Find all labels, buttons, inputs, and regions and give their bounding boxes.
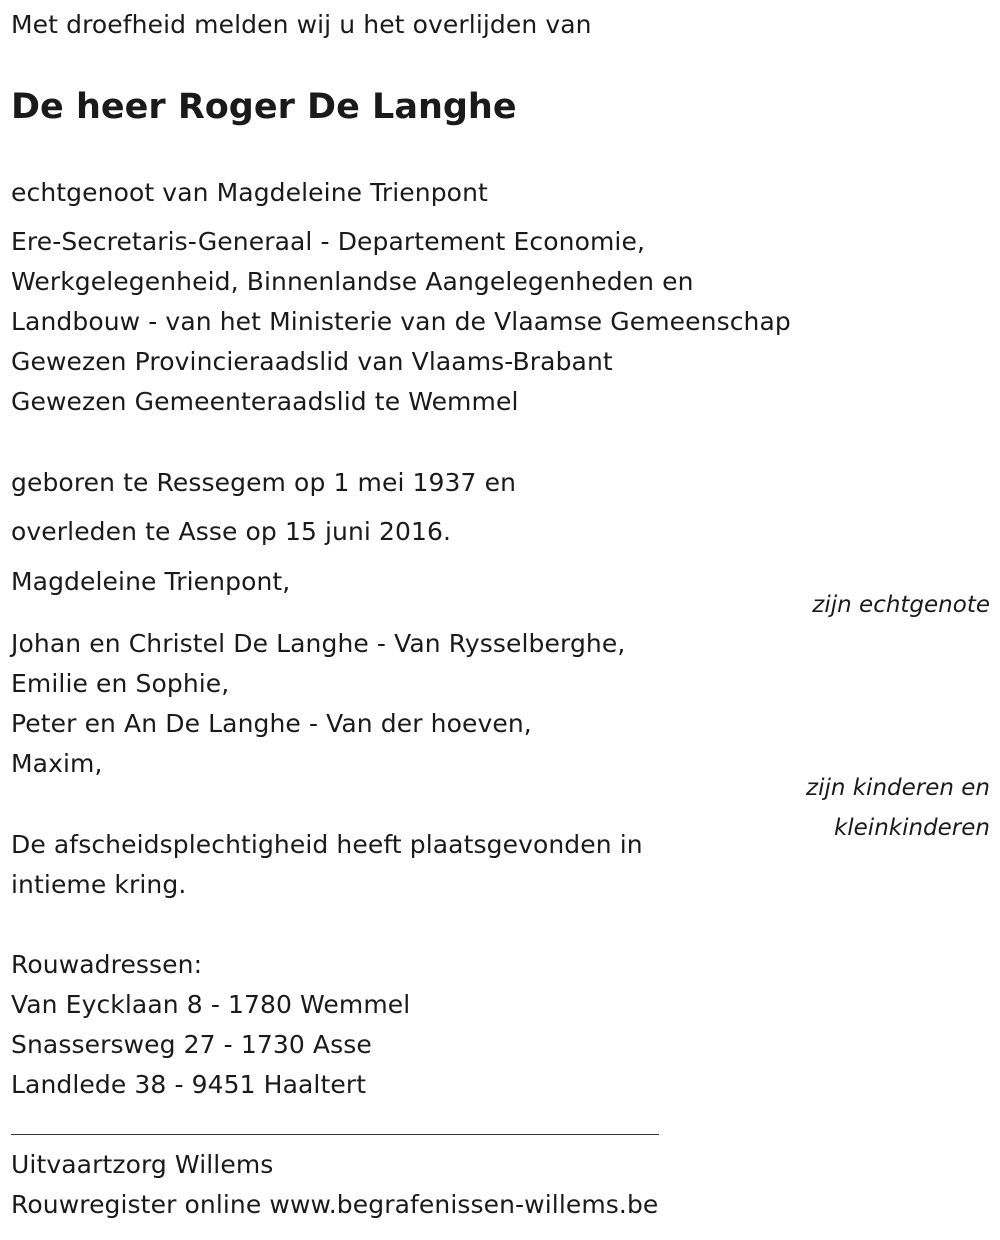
- address-line: Landlede 38 - 9451 Haaltert: [11, 1070, 367, 1099]
- family-line: Maxim,: [11, 749, 103, 778]
- death-line: overleden te Asse op 15 juni 2016.: [11, 517, 452, 546]
- children-role: kleinkinderen: [833, 815, 990, 841]
- family-line: Johan en Christel De Langhe - Van Rysselberghe,: [11, 629, 626, 658]
- children-role: zijn kinderen en: [806, 775, 990, 801]
- title-line: Gewezen Gemeenteraadslid te Wemmel: [11, 387, 519, 416]
- ceremony-line: De afscheidsplechtigheid heeft plaatsgevonden in: [11, 830, 643, 859]
- addresses-heading: Rouwadressen:: [11, 950, 203, 979]
- title-line: Werkgelegenheid, Binnenlandse Aangelegenheden en: [11, 267, 694, 296]
- funeral-home: Uitvaartzorg Willems: [11, 1150, 274, 1179]
- title-line: Landbouw - van het Ministerie van de Vlaamse Gemeenschap: [11, 307, 791, 336]
- family-line: Emilie en Sophie,: [11, 669, 230, 698]
- divider: [11, 1134, 659, 1135]
- ceremony-line: intieme kring.: [11, 870, 187, 899]
- deceased-name: De heer Roger De Langhe: [11, 87, 517, 127]
- spouse-name: Magdeleine Trienpont,: [11, 567, 291, 596]
- title-line: Gewezen Provincieraadslid van Vlaams-Brabant: [11, 347, 613, 376]
- family-line: Peter en An De Langhe - Van der hoeven,: [11, 709, 532, 738]
- spouse-line: echtgenoot van Magdeleine Trienpont: [11, 178, 488, 207]
- address-line: Snassersweg 27 - 1730 Asse: [11, 1030, 372, 1059]
- intro-text: Met droefheid melden wij u het overlijden van: [11, 10, 592, 39]
- spouse-role: zijn echtgenote: [812, 592, 990, 618]
- address-line: Van Eycklaan 8 - 1780 Wemmel: [11, 990, 411, 1019]
- register-line: Rouwregister online www.begrafenissen-willems.be: [11, 1190, 659, 1219]
- birth-line: geboren te Ressegem op 1 mei 1937 en: [11, 468, 517, 497]
- title-line: Ere-Secretaris-Generaal - Departement Economie,: [11, 227, 646, 256]
